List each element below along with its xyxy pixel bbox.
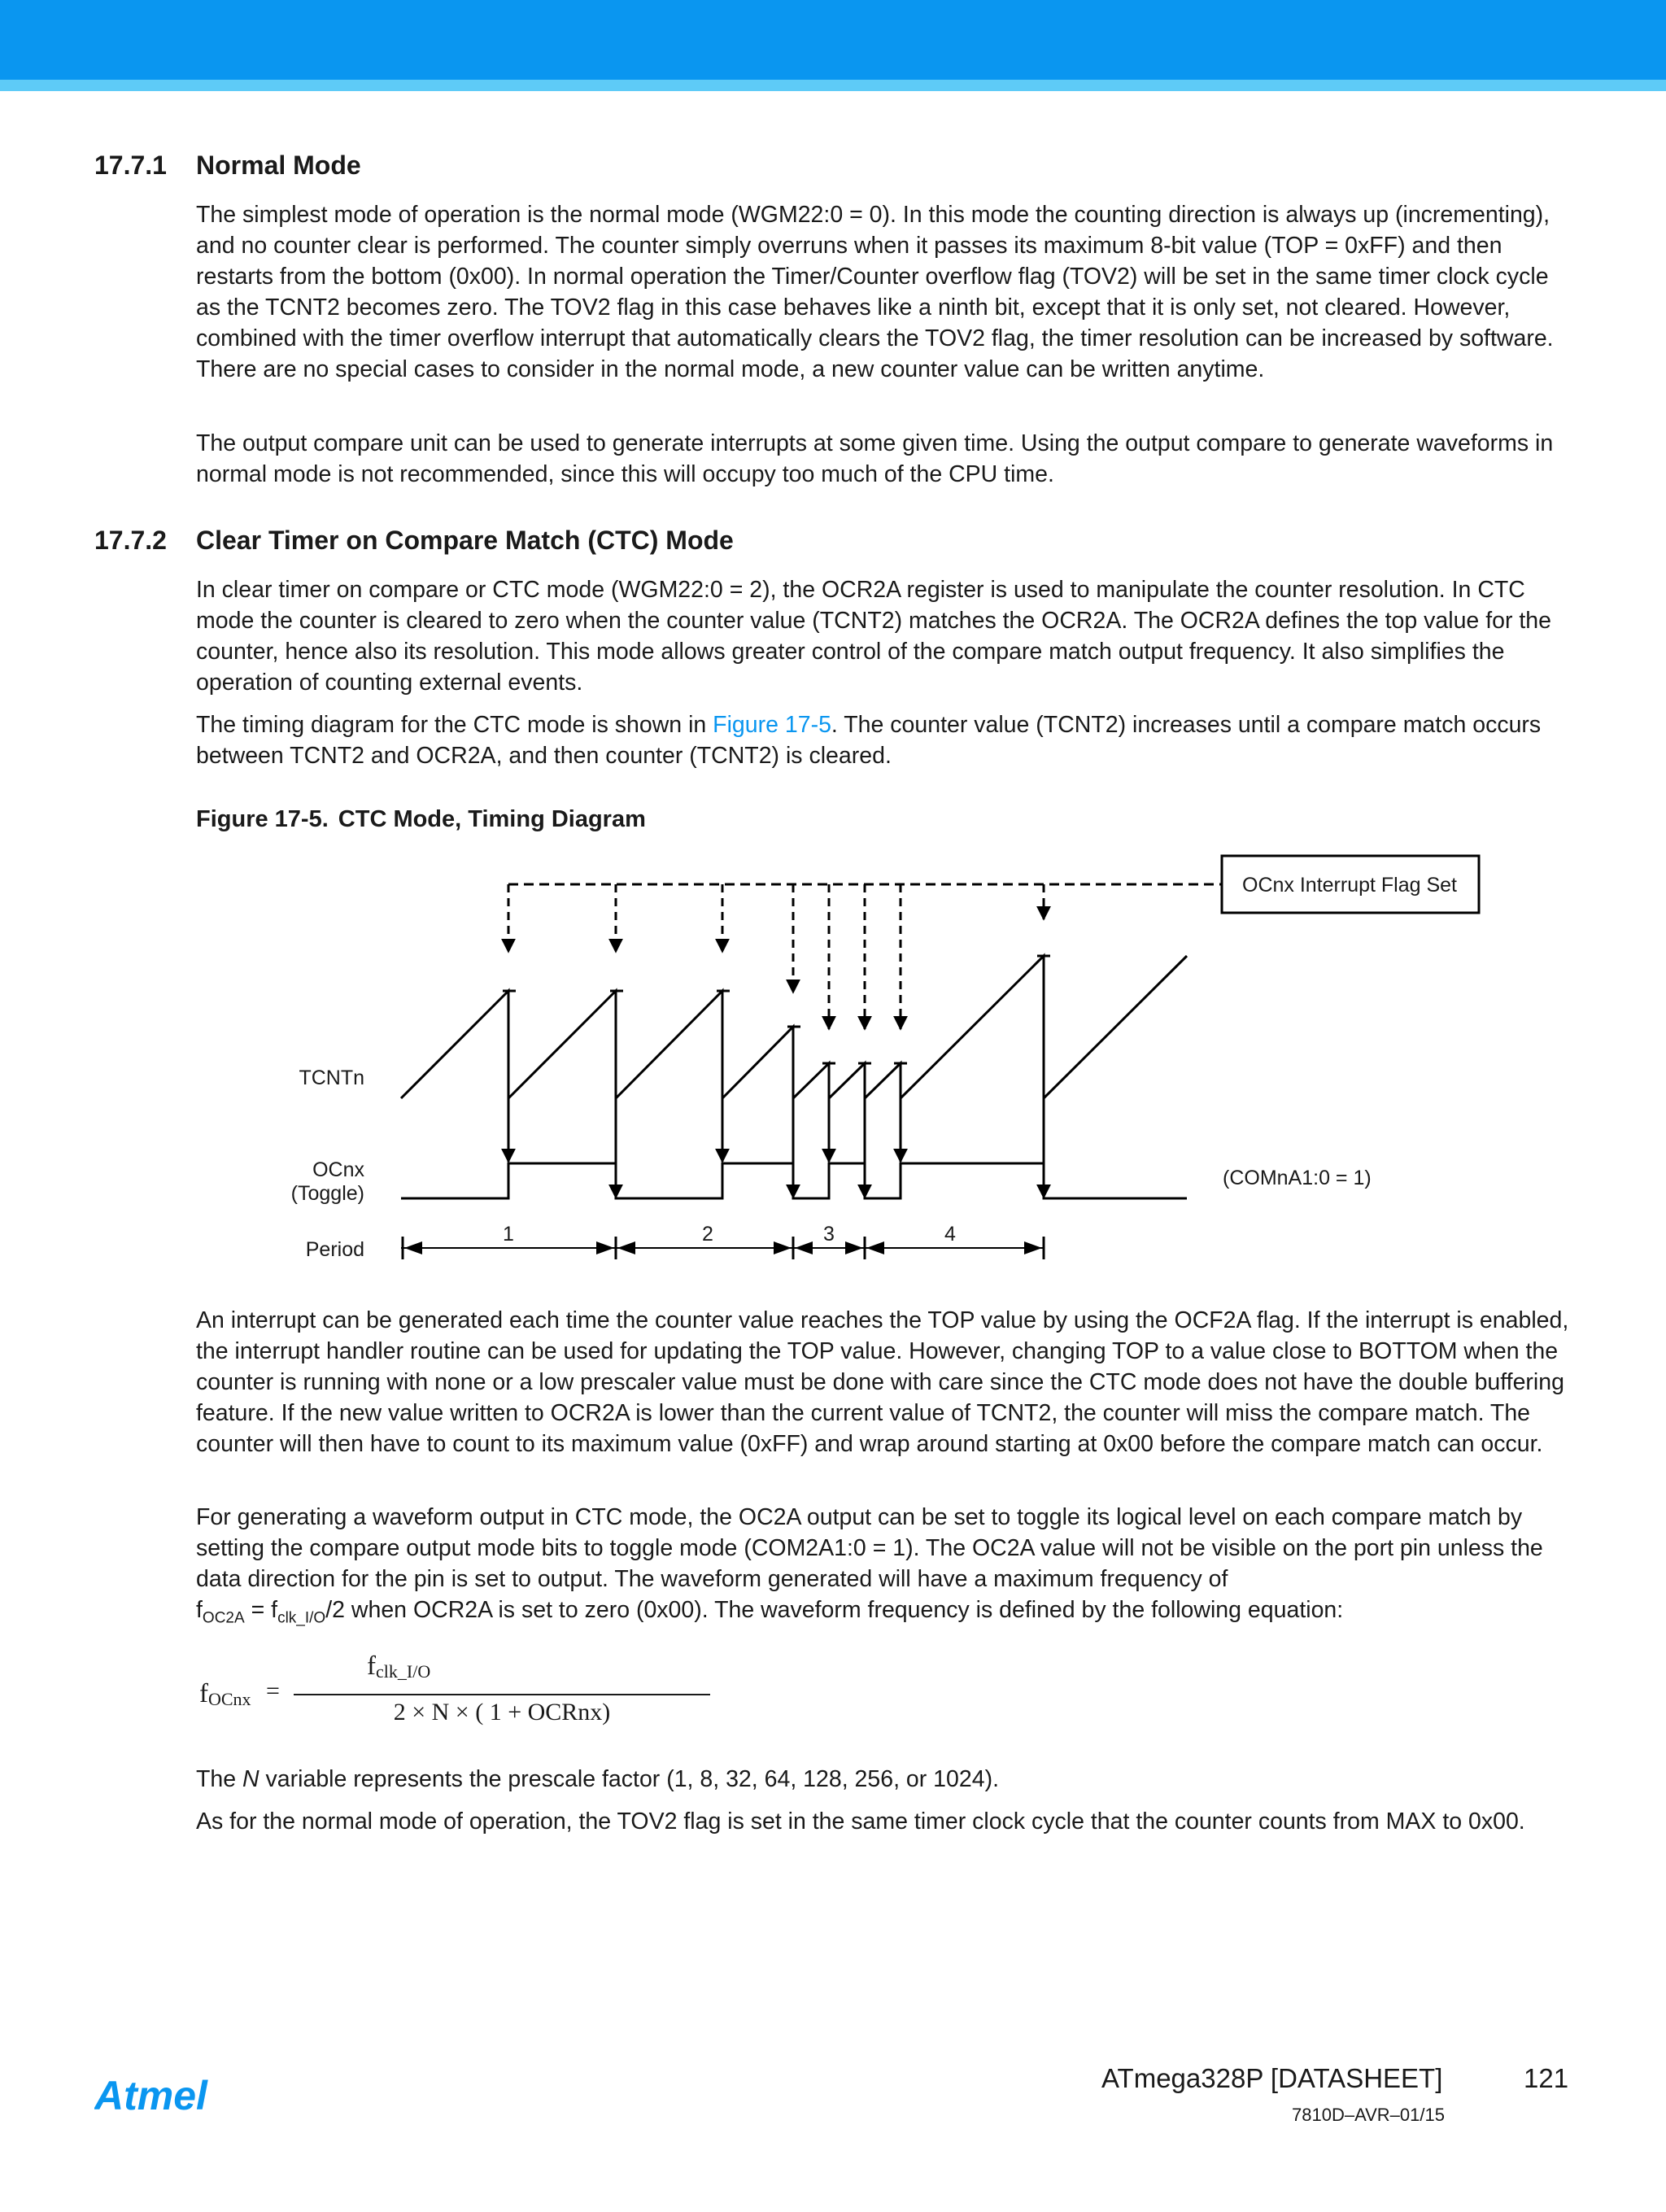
subscript: OC2A xyxy=(202,1609,245,1627)
ctc-timing-diagram xyxy=(0,846,1666,1277)
period-arrowhead xyxy=(404,1241,422,1254)
text-span: f xyxy=(367,1651,376,1681)
equation-equals: = xyxy=(266,1678,280,1704)
figure-title: CTC Mode, Timing Diagram xyxy=(338,806,646,832)
flag-box-label: OCnx Interrupt Flag Set xyxy=(1242,874,1458,897)
toggle-label: (Toggle) xyxy=(290,1182,364,1205)
equation-denominator: 2 × N × ( 1 + OCRnx) xyxy=(393,1699,611,1726)
text-span: variable represents the prescale factor (1, 8, 32, 64, 128, 256, or 1024). xyxy=(259,1766,999,1792)
subscript: clk_I/O xyxy=(277,1609,326,1627)
atmel-logo xyxy=(94,2070,241,2119)
ctc-paragraph-1: In clear timer on compare or CTC mode (WGM22:0 = 2), the OCR2A register is used to manipulate the counter resolution. In CTC mode the counter is cleared to zero when the counter value (TCNT2) matches the OCR2A. The OCR2A defines the top value for the counter, hence also its resolution. This mode allows greater control of the compare match output frequency. It also simplifies the operation of counting external events. xyxy=(196,577,1551,696)
header-banner xyxy=(0,0,1666,80)
period-arrowhead xyxy=(774,1241,792,1254)
period-number: 1 xyxy=(503,1223,514,1246)
frequency-equation xyxy=(196,1651,611,1741)
text-span: /2 when OCR2A is set to zero (0x00). The waveform frequency is defined by the following equation: xyxy=(325,1597,1344,1623)
period-number: 4 xyxy=(944,1223,956,1246)
equation-lhs xyxy=(199,1679,251,1710)
footer-page-number: 121 xyxy=(1524,2063,1569,2093)
text-span: The timing diagram for the CTC mode is shown in xyxy=(196,712,713,738)
subscript: clk_I/O xyxy=(376,1661,431,1682)
period-arrowhead xyxy=(845,1241,863,1254)
ctc-paragraph-5 xyxy=(196,1764,1571,1795)
ocnx-waveform xyxy=(401,1163,1187,1198)
ctc-paragraph-3: An interrupt can be generated each time the counter value reaches the TOP value by using the OCF2A flag. If the interrupt is enabled, the interrupt handler routine can be used for updating the TOP value. However, changing TOP to a value close to BOTTOM when the counter is running with none or a low prescaler value must be done with care since the CTC mode does not have the double buffering feature. If the new value written to OCR2A is lower than the current value of TCNT2, the counter will miss the compare match. The counter will then have to count to its maximum value (0xFF) and wrap around starting at 0x00 before the compare match can occur. xyxy=(196,1307,1569,1457)
period-arrowhead xyxy=(1024,1241,1042,1254)
text-span: . The counter value (TCNT2) increases until a compare match occurs between TCNT2 and OCR2A, and then counter (TCNT2) is cleared. xyxy=(196,712,1542,769)
footer-document-title: ATmega328P [DATASHEET] xyxy=(1101,2063,1443,2093)
fraction-bar xyxy=(294,1694,710,1695)
section-title: Clear Timer on Compare Match (CTC) Mode xyxy=(196,526,734,555)
period-label: Period xyxy=(305,1238,364,1261)
period-arrowhead xyxy=(617,1241,635,1254)
normal-mode-paragraph-1: The simplest mode of operation is the normal mode (WGM22:0 = 0). In this mode the counting direction is always up (incrementing), and no counter clear is performed. The counter simply overruns when it passes its maximum 8-bit value (TOP = 0xFF) and then restarts from the bottom (0x00). In normal operation the Timer/Counter overflow flag (TOV2) will be set in the same timer clock cycle as the TCNT2 becomes zero. The TOV2 flag in this case behaves like a ninth bit, except that it is only set, not cleared. However, combined with the timer overflow interrupt that automatically clears the TOV2 flag, the timer resolution can be increased by software. There are no special cases to consider in the normal mode, a new counter value can be written anytime. xyxy=(196,202,1554,382)
period-number: 3 xyxy=(823,1223,835,1246)
period-arrowhead xyxy=(866,1241,884,1254)
subscript: OCnx xyxy=(208,1689,251,1710)
text-span: = f xyxy=(244,1597,278,1623)
normal-mode-paragraph-2: The output compare unit can be used to generate interrupts at some given time. Using the output compare to generate waveforms in normal mode is not recommended, since this will occupy too much of the CPU time. xyxy=(196,430,1554,487)
atmel-logo-text: Atmel xyxy=(94,2073,207,2118)
figure-label: Figure 17-5. xyxy=(196,806,329,832)
section-number: 17.7.2 xyxy=(94,526,167,555)
text-span: The xyxy=(196,1766,243,1792)
italic-variable: N xyxy=(242,1766,259,1792)
text-span: For generating a waveform output in CTC mode, the OC2A output can be set to toggle its logical level on each compare match by setting the compare output mode bits to toggle mode (COM2A1:0 = 1). The OC2A value will not be visible on the port pin unless the data direction for the pin is set to output. The waveform generated will have a maximum frequency of xyxy=(196,1504,1543,1592)
figure-link[interactable]: Figure 17-5 xyxy=(713,712,831,738)
footer-revision: 7810D–AVR–01/15 xyxy=(1292,2105,1445,2125)
com-mode-label: (COMnA1:0 = 1) xyxy=(1223,1167,1372,1189)
section-heading-normal-mode xyxy=(94,149,361,181)
period-number: 2 xyxy=(702,1223,713,1246)
header-stripe xyxy=(0,80,1666,91)
ctc-paragraph-2 xyxy=(196,709,1571,771)
text-span: f xyxy=(199,1679,208,1708)
period-arrowhead xyxy=(596,1241,614,1254)
text-span: f xyxy=(196,1597,203,1623)
equation-numerator xyxy=(367,1651,430,1682)
figure-caption xyxy=(196,804,646,835)
section-number: 17.7.1 xyxy=(94,151,167,180)
ctc-paragraph-4 xyxy=(196,1502,1571,1625)
tcnt-label: TCNTn xyxy=(299,1067,364,1089)
section-heading-ctc-mode xyxy=(94,524,734,556)
section-title: Normal Mode xyxy=(196,151,361,180)
ocnx-label: OCnx xyxy=(312,1158,364,1181)
period-arrowhead xyxy=(795,1241,813,1254)
ctc-paragraph-6: As for the normal mode of operation, the TOV2 flag is set in the same timer clock cycle that the counter counts from MAX to 0x00. xyxy=(196,1808,1525,1835)
